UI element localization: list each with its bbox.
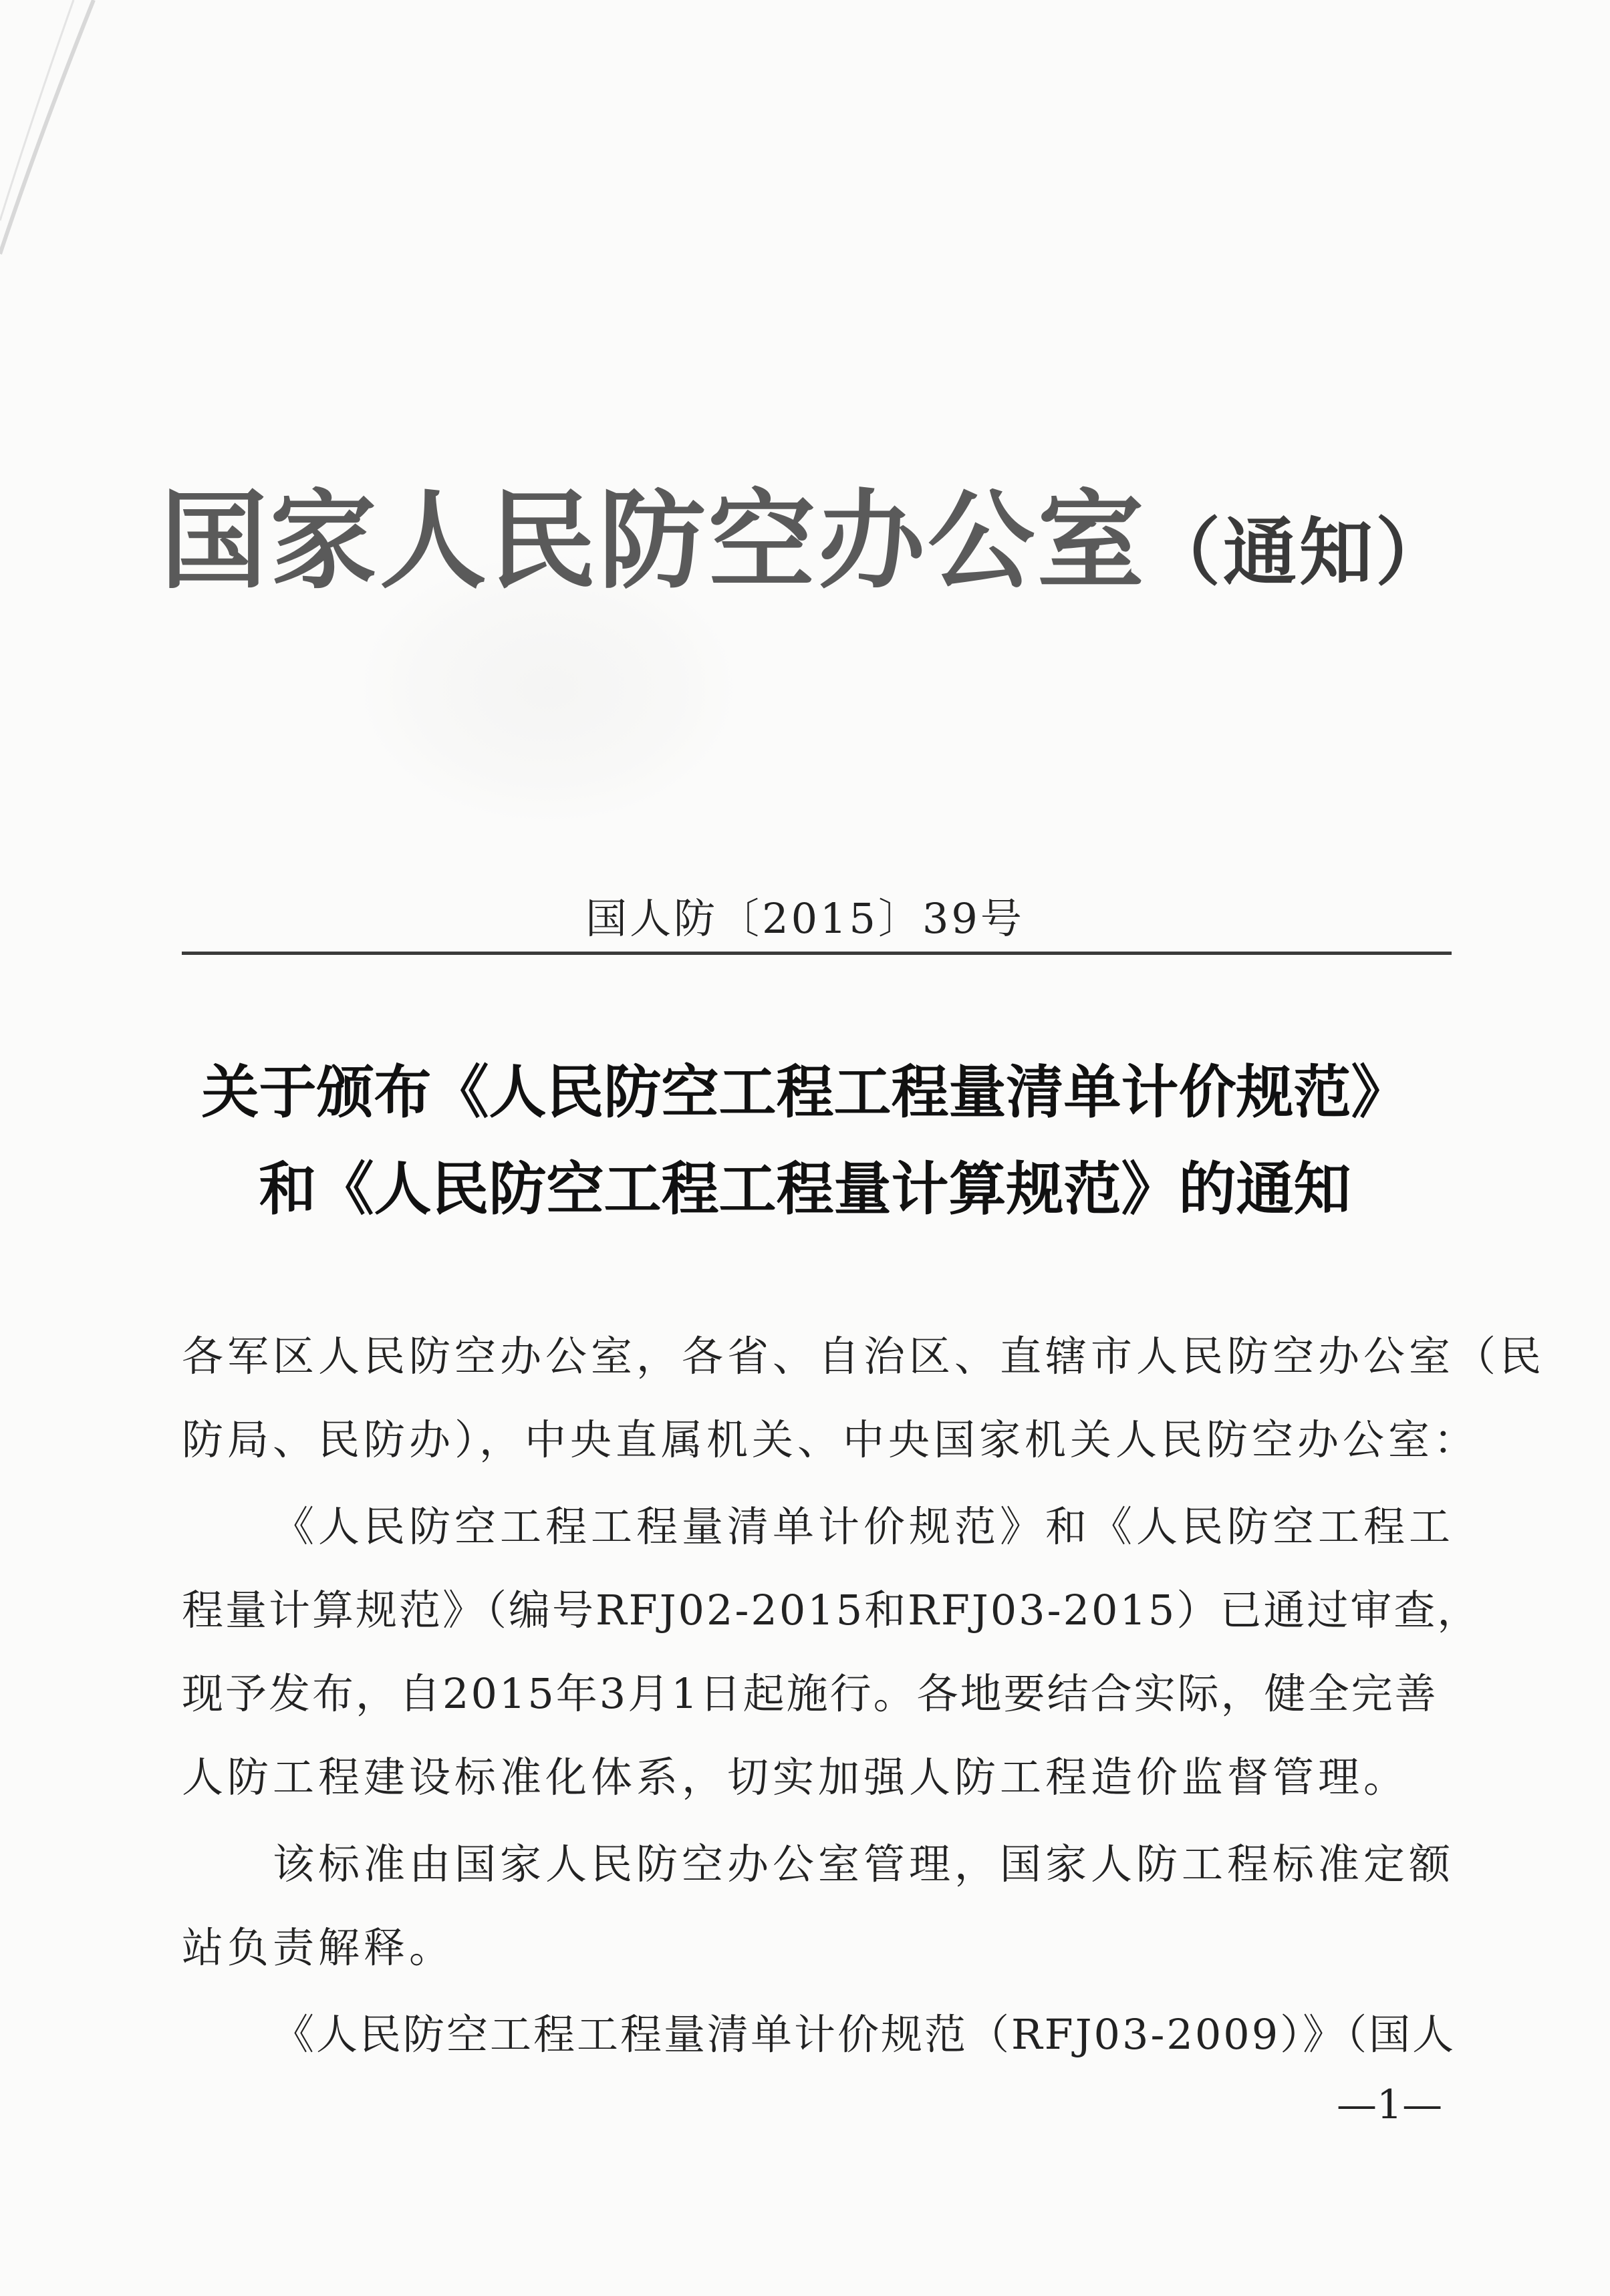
notice-title-line-2: 和《人民防空工程工程量计算规范》的通知: [259, 1156, 1351, 1223]
header-divider: [182, 952, 1452, 955]
issuing-organization-header: [160, 478, 1470, 603]
paragraph-1-line-1: 《人民防空工程工程量清单计价规范》和《人民防空工程工: [273, 1502, 1455, 1551]
addressee-line-2: 防局、民防办），中央直属机关、中央国家机关人民防空办公室：: [182, 1415, 1480, 1464]
paragraph-1-line-3: 现予发布，自2015年3月1日起施行。各地要结合实际，健全完善: [182, 1669, 1438, 1718]
document-number: 国人防〔2015〕39号: [585, 894, 1025, 943]
paragraph-2-line-2: 站负责解释。: [182, 1923, 455, 1972]
paragraph-1-line-4: 人防工程建设标准化体系，切实加强人防工程造价监督管理。: [182, 1753, 1410, 1802]
paragraph-1-line-2: 程量计算规范》（编号RFJ02-2015和RFJ03-2015）已通过审查，: [182, 1586, 1481, 1634]
page-number: —1—: [1337, 2082, 1443, 2128]
notice-title-line-1: 关于颁布《人民防空工程工程量清单计价规范》: [201, 1059, 1409, 1126]
paragraph-2-line-1: 该标准由国家人民防空办公室管理，国家人防工程标准定额: [273, 1840, 1455, 1888]
document-type: （通知）: [1147, 510, 1452, 595]
paragraph-3-line-1: 《人民防空工程工程量清单计价规范（RFJ03-2009）》（国人: [273, 2010, 1456, 2059]
addressee-line-1: 各军区人民防空办公室，各省、自治区、直辖市人民防空办公室（民: [182, 1332, 1546, 1381]
organization-name: 国家人民防空办公室: [160, 478, 1148, 603]
